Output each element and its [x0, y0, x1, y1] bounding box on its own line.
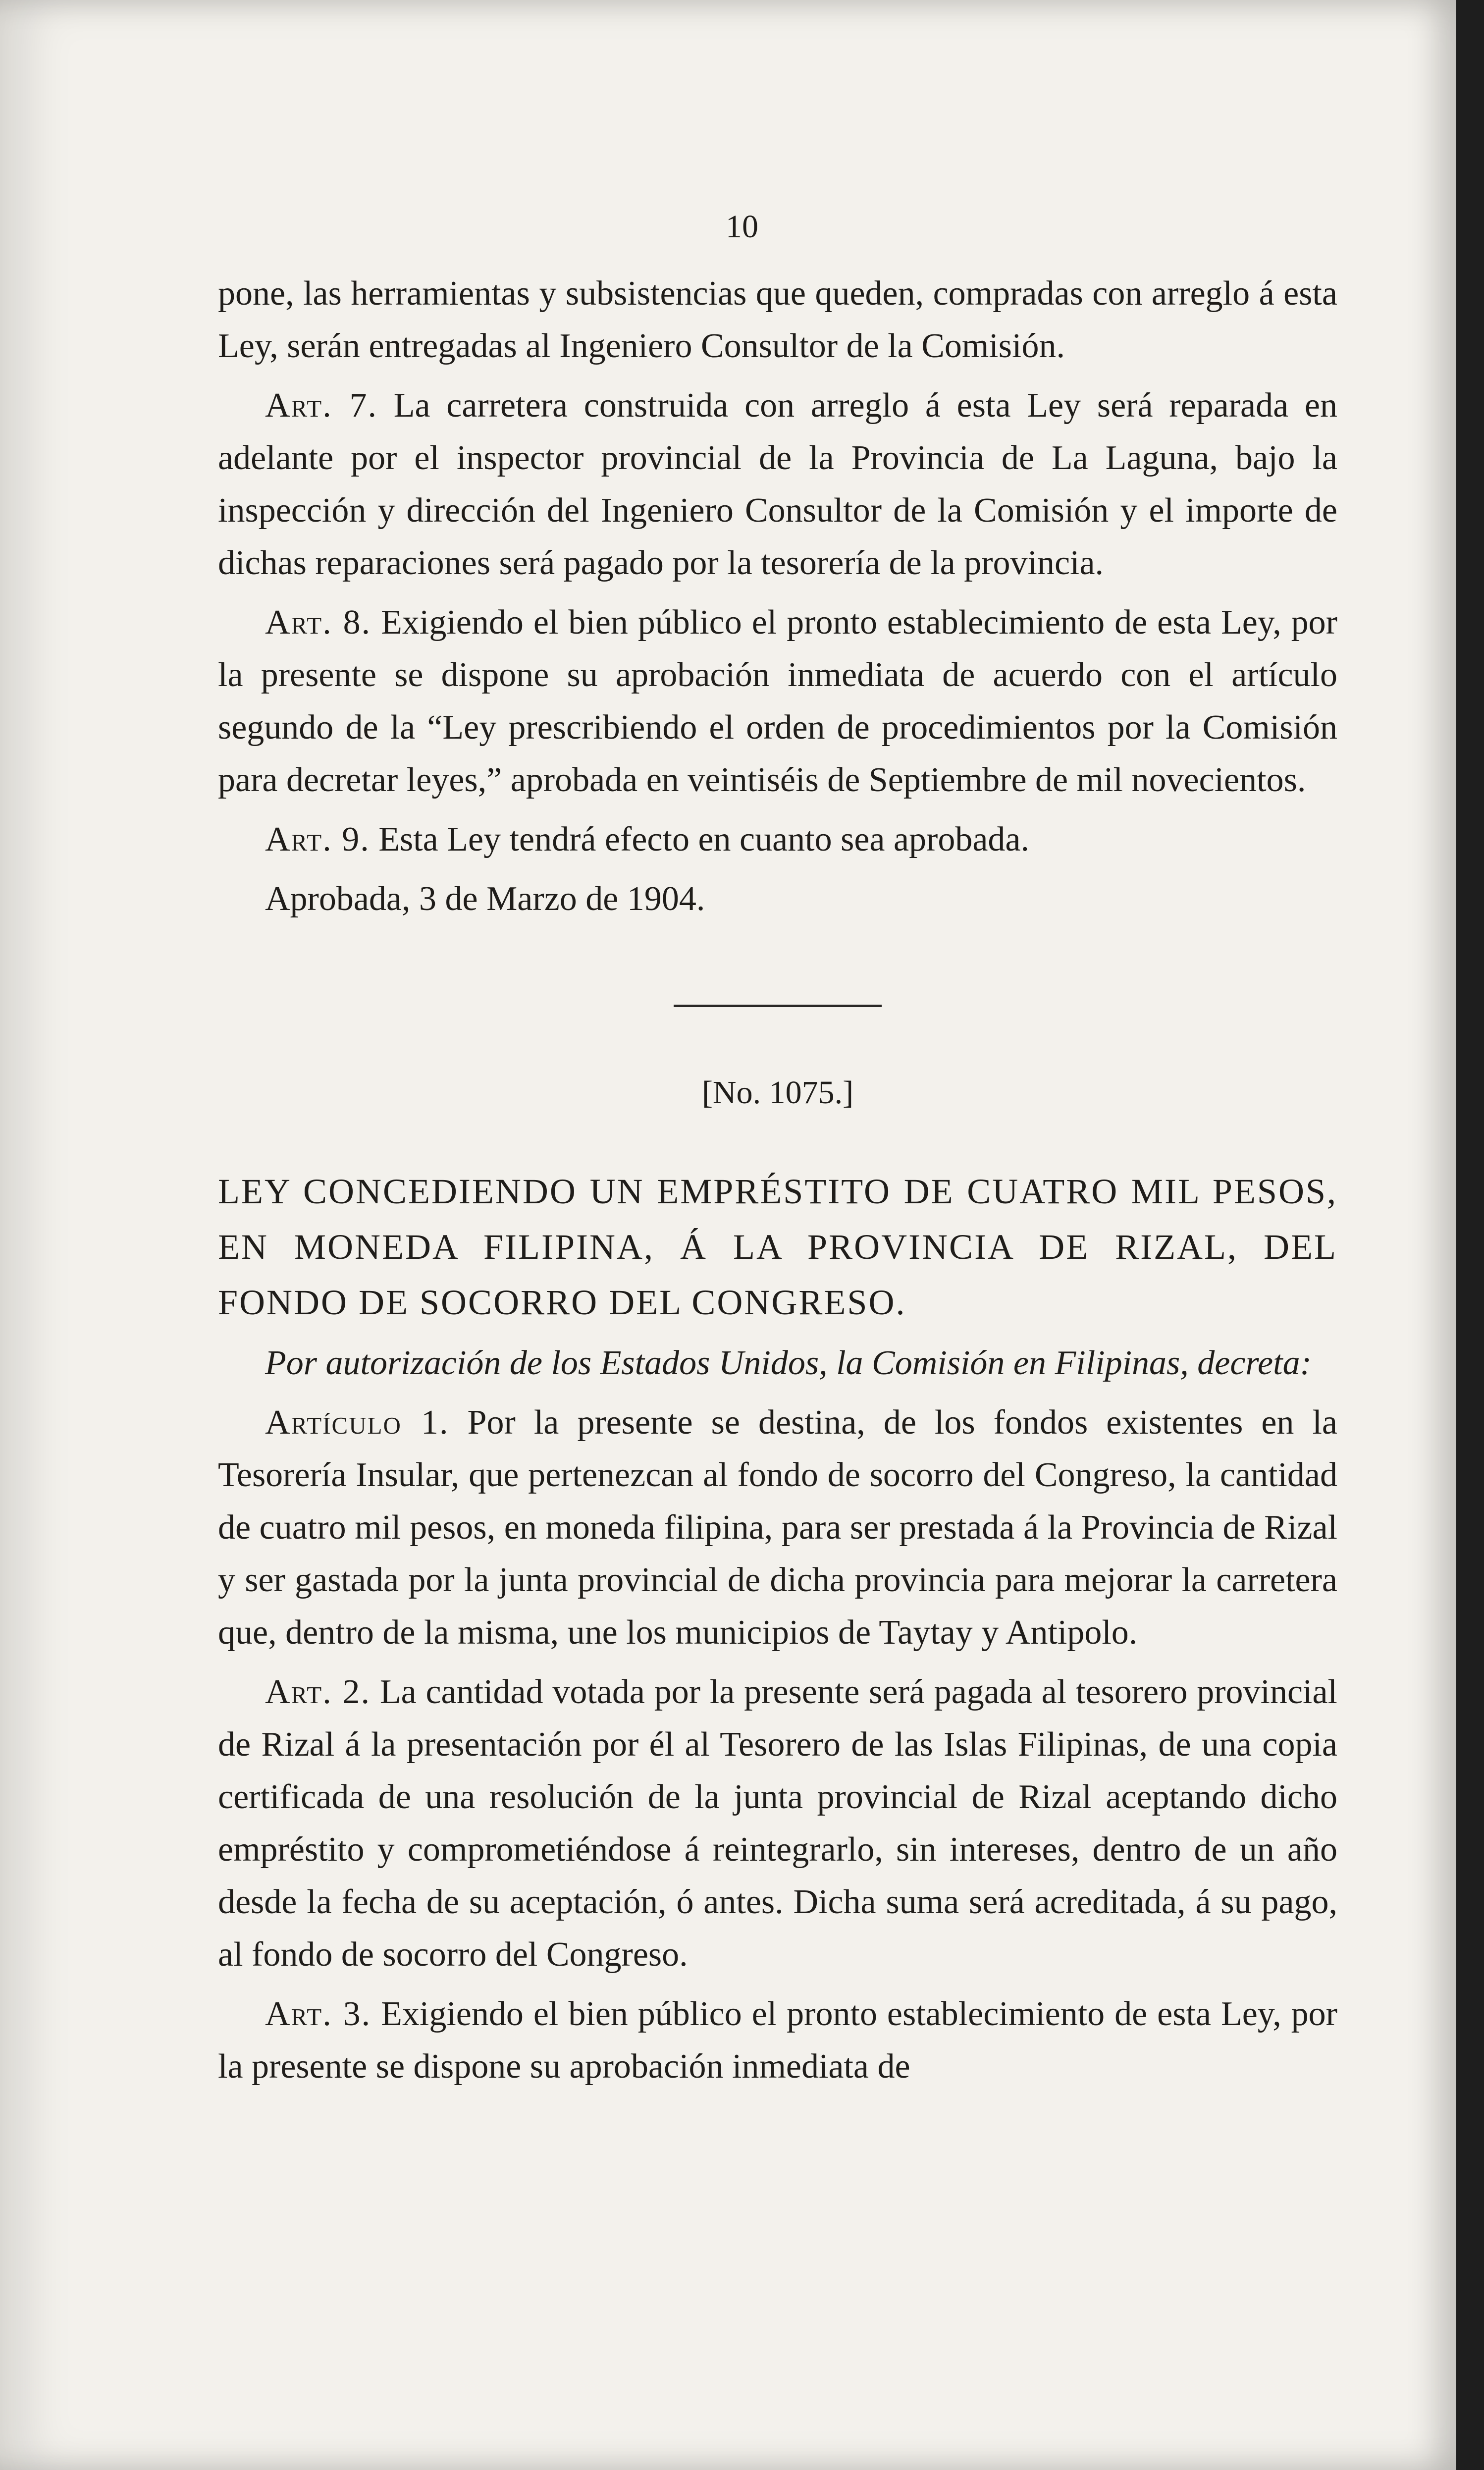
- article-2-paragraph: [218, 1666, 1337, 1981]
- section-divider: [674, 1005, 882, 1007]
- decree-line: Por autorización de los Estados Unidos, la Comisión en Filipinas, decreta:: [265, 1344, 1312, 1382]
- article-8-paragraph: [218, 596, 1337, 806]
- page-number: 10: [726, 209, 758, 245]
- article-3-label: Art. 3.: [265, 1995, 371, 2033]
- article-8-text: Exigiendo el bien público el pronto establecimiento de esta Ley, por la presente se dispone su aprobación inmediata de acuerdo con el artículo segundo de la “Ley prescribiendo el orden de procedimientos por la Comisión para decretar leyes,” aprobada en veintiséis de Septiembre de mil novecientos.: [218, 603, 1337, 799]
- article-1-label: Artículo 1.: [265, 1403, 449, 1442]
- article-3-text: Exigiendo el bien público el pronto establecimiento de esta Ley, por la presente se dispone su aprobación inmediata de: [218, 1995, 1337, 2086]
- article-7-text: La carretera construida con arreglo á esta Ley será reparada en adelante por el inspector provincial de la Provincia de La Laguna, bajo la inspección y dirección del Ingeniero Consultor de la Comisión y el importe de dichas reparaciones será pagado por la tesorería de la provincia.: [218, 386, 1337, 582]
- law-number: [No. 1075.]: [701, 1074, 854, 1111]
- article-7-paragraph: [218, 379, 1337, 590]
- article-7-label: Art. 7.: [265, 386, 377, 425]
- article-1-paragraph: [218, 1396, 1337, 1659]
- law-title: LEY CONCEDIENDO UN EMPRÉSTITO DE CUATRO MIL PESOS, EN MONEDA FILIPINA, Á LA PROVINCIA DE RIZAL, DEL FONDO DE SOCORRO DEL CONGRESO.: [218, 1172, 1337, 1322]
- page-content: [218, 268, 1337, 2100]
- article-9-label: Art. 9.: [265, 820, 370, 859]
- article-2-text: La cantidad votada por la presente será pagada al tesorero provincial de Rizal á la presentación por él al Tesorero de las Islas Filipinas, de una copia certificada de una resolución de la junta provincial de Rizal aceptando dicho empréstito y comprometiéndose á reintegrarlo, sin intereses, dentro de un año desde la fecha de su aceptación, ó antes. Dicha suma será acreditada, á su pago, al fondo de socorro del Congreso.: [218, 1673, 1337, 1974]
- continuation-paragraph: pone, las herramientas y subsistencias que queden, compradas con arreglo á esta Ley, serán entregadas al Ingeniero Consultor de la Comisión.: [218, 274, 1337, 365]
- article-2-label: Art. 2.: [265, 1673, 371, 1711]
- article-9-text: Esta Ley tendrá efecto en cuanto sea aprobada.: [378, 820, 1029, 859]
- article-8-label: Art. 8.: [265, 603, 371, 642]
- article-9-paragraph: [218, 813, 1337, 866]
- article-3-paragraph: [218, 1988, 1337, 2093]
- approval-line: Aprobada, 3 de Marzo de 1904.: [265, 880, 705, 918]
- article-1-text: Por la presente se destina, de los fondos existentes en la Tesorería Insular, que pertenezcan al fondo de socorro del Congreso, la cantidad de cuatro mil pesos, en moneda filipina, para ser prestada á la Provincia de Rizal y ser gastada por la junta provincial de dicha provincia para mejorar la carretera que, dentro de la misma, une los municipios de Taytay y Antipolo.: [218, 1403, 1337, 1652]
